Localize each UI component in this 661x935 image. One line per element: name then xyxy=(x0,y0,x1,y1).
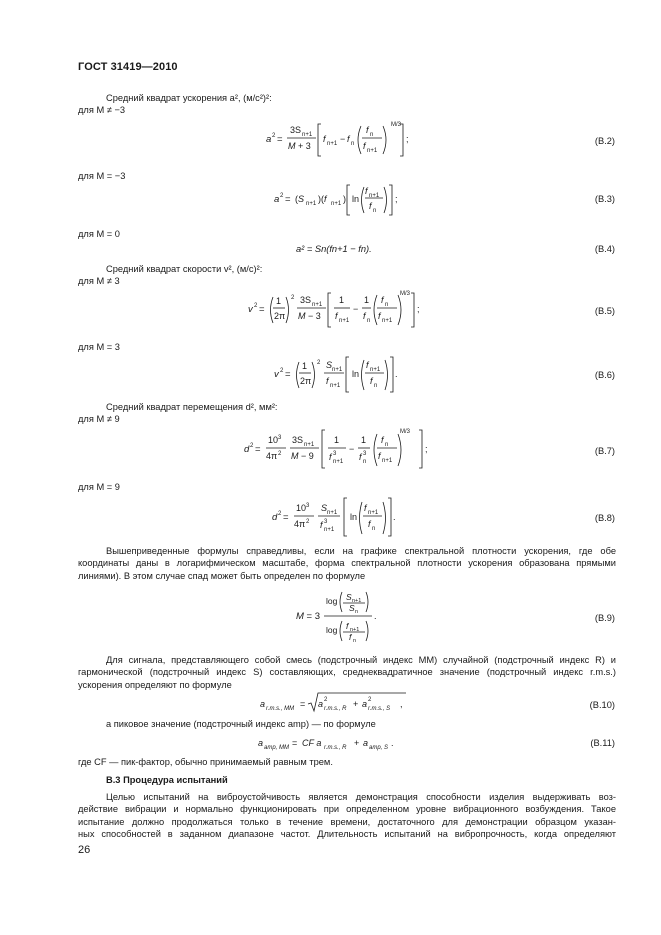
svg-text:n+1: n+1 xyxy=(327,510,338,516)
svg-text:a: a xyxy=(362,699,368,709)
svg-text:=: = xyxy=(300,699,306,709)
svg-text:3: 3 xyxy=(306,503,310,509)
svg-text:n: n xyxy=(367,318,371,324)
svg-text:.: . xyxy=(395,369,398,379)
equation-label-b4: (В.4) xyxy=(594,244,615,254)
svg-text:CF a: CF a xyxy=(302,738,322,748)
svg-text:f: f xyxy=(381,295,384,305)
svg-text:n+1: n+1 xyxy=(333,459,344,465)
svg-text:S: S xyxy=(346,592,352,602)
paragraph-line: Целью испытаний на виброустойчивость является демонстрация способности изделия выдерживать воз- xyxy=(106,792,616,802)
equation-label-b5: (В.5) xyxy=(594,306,615,316)
equation-label-b3: (В.3) xyxy=(594,194,615,204)
equation-b3 xyxy=(270,181,405,221)
condition-m-ne-9: для M ≠ 9 xyxy=(78,414,120,424)
svg-text:n: n xyxy=(372,526,376,532)
svg-text:n: n xyxy=(353,638,357,644)
svg-text:ln: ln xyxy=(350,512,358,522)
svg-text:n+1: n+1 xyxy=(367,148,378,154)
svg-text:2π: 2π xyxy=(300,376,312,386)
svg-text:f: f xyxy=(366,360,369,370)
svg-text:2: 2 xyxy=(250,443,254,449)
svg-text:=: = xyxy=(292,738,298,748)
svg-text:+: + xyxy=(353,699,359,709)
svg-text:n: n xyxy=(373,208,377,214)
svg-text:2: 2 xyxy=(280,193,284,199)
svg-text:−: − xyxy=(353,304,359,314)
condition-m-eq-minus3: для M = −3 xyxy=(78,171,126,181)
svg-text:f: f xyxy=(320,520,323,530)
svg-text:=: = xyxy=(277,134,283,145)
condition-m-ne-minus3: для M ≠ −3 xyxy=(78,105,126,115)
svg-text:3: 3 xyxy=(333,451,337,457)
svg-text:a: a xyxy=(363,738,369,748)
paragraph-line: линиями). В этом случае спад может быть определен по формуле xyxy=(78,570,366,581)
svg-text:f: f xyxy=(359,452,362,462)
svg-text:1: 1 xyxy=(361,435,367,445)
condition-m-ne-3: для M ≠ 3 xyxy=(78,276,120,286)
equation-b11 xyxy=(254,734,424,756)
paragraph-signal-mix xyxy=(78,654,616,691)
svg-text:M + 3: M + 3 xyxy=(288,141,311,151)
crest-factor-note: где CF — пик-фактор, обычно принимаемый равным трем. xyxy=(78,757,333,767)
equation-b5 xyxy=(240,287,425,331)
svg-text:n: n xyxy=(363,459,367,465)
svg-text:f: f xyxy=(323,134,326,144)
svg-text:f: f xyxy=(349,632,352,642)
svg-text:3S: 3S xyxy=(290,125,302,135)
paragraph-line: испытание должно продолжаться только в течение времени, достаточного для демонстрации образцом указан- xyxy=(78,816,616,827)
svg-text:=: = xyxy=(255,444,261,455)
paragraph-line: действие вибрации и нормально функционировать при определенном уровне вибрационного возбуждения. Такое xyxy=(78,804,616,815)
svg-text:10: 10 xyxy=(296,503,307,513)
svg-text:3: 3 xyxy=(324,519,328,525)
svg-text:3: 3 xyxy=(363,451,367,457)
accel-heading: Средний квадрат ускорения a², (м/с²)²: xyxy=(106,93,272,103)
svg-text:2: 2 xyxy=(272,133,276,139)
svg-text:;: ; xyxy=(417,304,420,314)
svg-text:=: = xyxy=(259,304,265,315)
svg-text:v: v xyxy=(274,369,279,380)
svg-text:S: S xyxy=(349,603,355,613)
svg-text:n+1: n+1 xyxy=(382,458,393,464)
equation-label-b6: (В.6) xyxy=(594,370,615,380)
svg-text:f: f xyxy=(381,435,384,445)
paragraph-formulas-valid xyxy=(78,545,616,582)
svg-text:M/3: M/3 xyxy=(400,291,411,297)
svg-text:f: f xyxy=(369,201,372,211)
svg-text:M − 3: M − 3 xyxy=(298,311,321,321)
svg-text:log: log xyxy=(326,625,338,635)
equation-label-b10: (В.10) xyxy=(589,700,615,710)
svg-text:a: a xyxy=(260,699,266,709)
equation-label-b8: (В.8) xyxy=(594,513,615,523)
svg-text:10: 10 xyxy=(268,435,279,445)
svg-text:;: ; xyxy=(406,134,409,144)
svg-text:,: , xyxy=(400,699,403,709)
paragraph-test-procedure xyxy=(78,791,616,840)
equation-label-b7: (В.7) xyxy=(594,446,615,456)
equation-b2 xyxy=(258,118,418,162)
svg-text:.: . xyxy=(393,512,396,522)
svg-text:n: n xyxy=(355,609,359,615)
svg-text:ln: ln xyxy=(352,369,360,379)
svg-text:n+1: n+1 xyxy=(331,201,342,207)
svg-text:n+1: n+1 xyxy=(352,598,362,604)
equation-b8 xyxy=(264,494,406,540)
svg-text:f: f xyxy=(335,311,338,321)
svg-text:S: S xyxy=(326,360,333,370)
svg-text:f: f xyxy=(368,519,371,529)
condition-m-eq-9: для M = 9 xyxy=(78,482,120,492)
svg-text:n: n xyxy=(351,141,355,147)
svg-text:M − 9: M − 9 xyxy=(291,451,314,461)
svg-text:n+1: n+1 xyxy=(350,627,360,633)
svg-text:n: n xyxy=(370,132,374,138)
displacement-heading: Средний квадрат перемещения d², мм²: xyxy=(106,402,278,412)
svg-text:;: ; xyxy=(395,194,398,204)
svg-text:=: = xyxy=(283,512,289,523)
svg-text:M/3: M/3 xyxy=(391,122,402,128)
condition-m-eq-3: для M = 3 xyxy=(78,342,120,352)
svg-text:n+1: n+1 xyxy=(327,141,338,147)
paragraph-line: Вышеприведенные формулы справедливы, если на графике спектральной плотности ускорения, где обе xyxy=(106,546,616,556)
velocity-heading: Средний квадрат скорости v², (м/с)²: xyxy=(106,264,263,274)
page-number: 26 xyxy=(78,844,91,856)
svg-text:+: + xyxy=(354,738,360,748)
svg-text:1: 1 xyxy=(339,295,345,305)
equation-b6 xyxy=(268,352,403,396)
svg-text:S: S xyxy=(321,503,328,513)
paragraph-line: координаты даны в логарифмическом масштабе, форма спектральной плотности ускорения образована прямыми xyxy=(78,558,616,569)
peak-value-intro: а пиковое значение (подстрочный индекс amp) — по формуле xyxy=(106,719,376,729)
svg-text:): ) xyxy=(343,194,346,204)
svg-text:f: f xyxy=(347,134,350,144)
svg-text:f: f xyxy=(364,503,367,513)
svg-text:2: 2 xyxy=(280,368,284,374)
svg-text:f: f xyxy=(378,451,381,461)
svg-text:=: = xyxy=(285,369,291,380)
svg-text:r.m.s., MM: r.m.s., MM xyxy=(266,706,295,712)
svg-text:n: n xyxy=(385,442,389,448)
svg-text:a: a xyxy=(318,699,324,709)
svg-text:r.m.s., R: r.m.s., R xyxy=(324,745,347,751)
equation-label-b9: (В.9) xyxy=(594,613,615,623)
svg-text:M = 3: M = 3 xyxy=(296,611,321,622)
svg-text:f: f xyxy=(346,621,349,631)
section-heading xyxy=(106,775,228,785)
svg-text:1: 1 xyxy=(364,295,370,305)
svg-text:n+1: n+1 xyxy=(368,510,379,516)
svg-text:f: f xyxy=(363,311,366,321)
svg-text:4π: 4π xyxy=(294,519,306,529)
paragraph-line: ускорения определяют по формуле xyxy=(78,679,232,690)
svg-text:f: f xyxy=(365,186,368,196)
svg-text:n+1: n+1 xyxy=(304,442,315,448)
svg-text:4π: 4π xyxy=(266,451,278,461)
svg-text:f: f xyxy=(366,125,369,135)
svg-text:r.m.s., R: r.m.s., R xyxy=(324,706,347,712)
svg-text:n+1: n+1 xyxy=(370,367,381,373)
svg-text:n+1: n+1 xyxy=(306,201,317,207)
paragraph-line: Для сигнала, представляющего собой смесь (подстрочный индекс MM) случайной (подстрочный индекс R) и xyxy=(106,655,616,665)
svg-text:n+1: n+1 xyxy=(324,527,335,533)
svg-text:n: n xyxy=(385,302,389,308)
svg-text:d: d xyxy=(244,444,250,455)
svg-text:2: 2 xyxy=(317,360,321,366)
svg-text:M/3: M/3 xyxy=(400,429,411,435)
svg-text:n+1: n+1 xyxy=(332,367,343,373)
equation-b10 xyxy=(256,690,416,716)
section-title: Процедура испытаний xyxy=(123,775,228,785)
svg-text:n+1: n+1 xyxy=(339,318,350,324)
svg-text:2: 2 xyxy=(291,295,295,301)
equation-label-b2: (В.2) xyxy=(594,136,615,146)
paragraph-line: ных способностей в заданном диапазоне частот. Длительность испытаний на вибропрочность, когда определяют xyxy=(78,828,616,839)
svg-text:a: a xyxy=(258,738,264,748)
svg-text:1: 1 xyxy=(276,296,282,306)
svg-text:−: − xyxy=(349,444,355,454)
document-header: ГОСТ 31419—2010 xyxy=(78,61,178,73)
svg-text:a: a xyxy=(266,134,272,145)
svg-text:n: n xyxy=(374,383,378,389)
svg-text:amp, S: amp, S xyxy=(369,745,389,751)
svg-text:=: = xyxy=(285,194,291,205)
svg-text:;: ; xyxy=(425,444,428,454)
svg-text:−: − xyxy=(340,134,346,144)
svg-text:.: . xyxy=(374,611,377,621)
equation-b7 xyxy=(236,424,431,472)
svg-text:n+1: n+1 xyxy=(369,193,380,199)
equation-label-b11: (В.11) xyxy=(590,738,615,748)
condition-m-eq-0: для M = 0 xyxy=(78,229,120,239)
section-number: B.3 xyxy=(106,775,121,785)
svg-text:f: f xyxy=(378,311,381,321)
svg-text:n+1: n+1 xyxy=(312,302,323,308)
svg-text:2: 2 xyxy=(324,697,328,703)
svg-text:.: . xyxy=(391,738,394,748)
svg-text:2: 2 xyxy=(278,451,282,457)
equation-b9 xyxy=(290,586,385,648)
svg-text:ln: ln xyxy=(352,194,360,204)
svg-text:2: 2 xyxy=(278,511,282,517)
svg-text:3S: 3S xyxy=(292,435,304,445)
svg-text:1: 1 xyxy=(302,361,308,371)
svg-text:3S: 3S xyxy=(300,295,312,305)
svg-text:n+1: n+1 xyxy=(382,318,393,324)
svg-text:log: log xyxy=(326,596,338,606)
svg-text:f: f xyxy=(326,376,329,386)
svg-text:f: f xyxy=(370,376,373,386)
svg-text:amp, MM: amp, MM xyxy=(264,745,290,751)
svg-text:v: v xyxy=(248,304,253,315)
svg-text:d: d xyxy=(272,512,278,523)
svg-text:f: f xyxy=(329,452,332,462)
equation-b4: a² = Sn(fn+1 − fn). xyxy=(296,244,372,254)
svg-text:n+1: n+1 xyxy=(302,132,313,138)
svg-text:)(f: )(f xyxy=(318,194,327,204)
svg-text:2: 2 xyxy=(306,519,310,525)
paragraph-line: гармонической (подстрочный индекс S) составляющих, среднеквадратичное значение (подстрочный индекс r.m.s.) xyxy=(78,667,616,678)
svg-text:1: 1 xyxy=(334,435,340,445)
svg-text:a: a xyxy=(274,194,280,205)
svg-text:2: 2 xyxy=(254,303,258,309)
svg-text:n+1: n+1 xyxy=(330,383,341,389)
svg-text:(S: (S xyxy=(295,194,305,204)
svg-text:2π: 2π xyxy=(274,311,286,321)
svg-text:2: 2 xyxy=(368,697,372,703)
svg-text:3: 3 xyxy=(278,435,282,441)
svg-text:f: f xyxy=(363,141,366,151)
svg-text:r.m.s., S: r.m.s., S xyxy=(368,706,391,712)
